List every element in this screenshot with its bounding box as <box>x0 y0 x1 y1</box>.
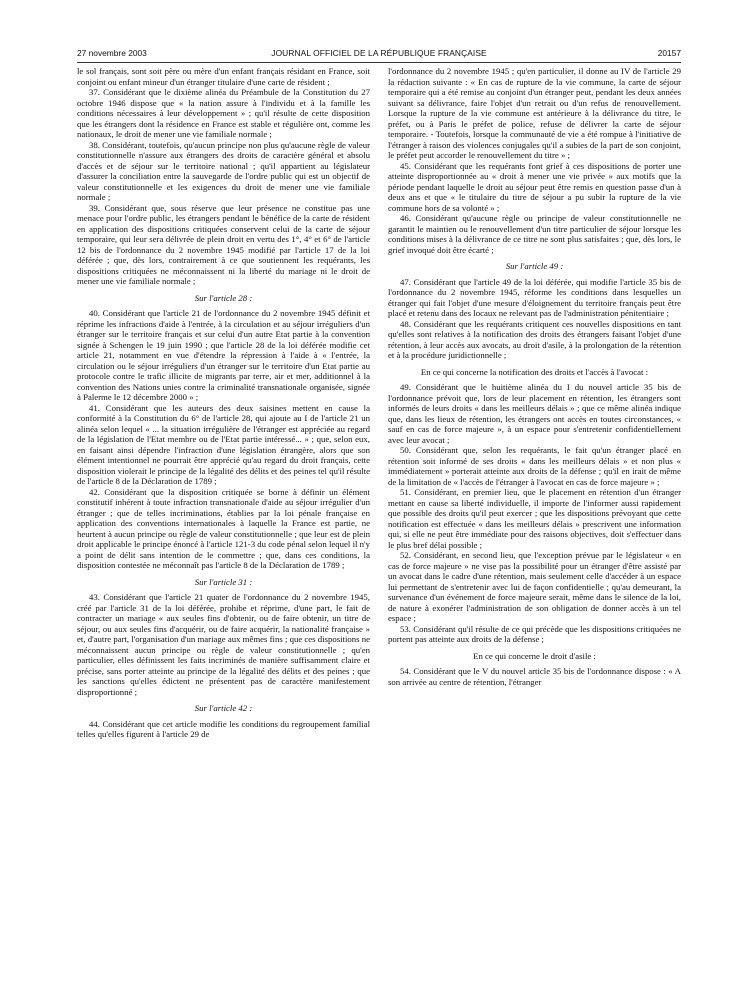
header-page-number: 20157 <box>657 48 681 58</box>
page-header <box>77 48 681 62</box>
header-journal-title: JOURNAL OFFICIEL DE LA RÉPUBLIQUE FRANÇAISE <box>271 48 487 58</box>
paragraph: 43. Considérant que l'article 21 quater de l'ordonnance du 2 novembre 1945, créé par l'article 31 de la loi déférée, prohibe et réprime, d'une part, le fait de contracter un mariage « aux seules fins d'obtenir, ou de faire obtenir, un titre de séjour, ou aux seules fins d'acquérir, ou de faire acquérir, la nationalité française » et, d'autre part, l'organisation d'un mariage aux mêmes fins ; que ces dispositions ne méconnaissent aucun principe ou règle de valeur constitutionnelle ; qu'en particulier, elles définissent les faits incriminés de manière suffisamment claire et précise, sans porter atteinte au principe de la légalité des délits et des peines ; que les sanctions qu'elles édictent ne présentent pas de caractère manifestement disproportionné ; <box>77 592 370 697</box>
paragraph: 39. Considérant que, sous réserve que leur présence ne constitue pas une menace pour l'ordre public, les étrangers pendant le bénéfice de la carte de résident en application des dispositions critiquées conservent celui de la carte de séjour temporaire, qui leur sera délivrée de plein droit en vertu des 1°, 4° et 6° de l'article 12 bis de l'ordonnance du 2 novembre 1945 modifié par l'article 17 de la loi déférée ; que, dès lors, contrairement à ce que soutiennent les requérants, les dispositions critiquées ne méconnaissent ni la liberté du mariage ni le droit de mener une vie familiale normale ; <box>77 202 370 286</box>
subsection-heading: En ce qui concerne le droit d'asile : <box>473 650 596 661</box>
paragraph: 51. Considérant, en premier lieu, que le placement en rétention d'un étranger mettant en cause sa liberté individuelle, il importe de l'informer aussi rapidement que possible des droits qu'il peut exercer ; que les dispositions prévoyant que cette notification est effectuée « dans les meilleurs délais » prescrivent une information qui, si elle ne peut être immédiate pour des raisons objectives, doit s'effectuer dans le plus bref délai possible ; <box>388 487 681 550</box>
paragraph: 52. Considérant, en second lieu, que l'exception prévue par le législateur « en cas de force majeure » ne vise pas la possibilité pour un étranger d'être assisté par un avocat dans le cadre d'une rétention, mais seulement celle d'accéder à un espace lui permettant de s'entretenir avec lui de façon confidentielle ; qu'au demeurant, la survenance d'un événement de force majeure serait, même dans le silence de la loi, de nature à exonérer l'administration de son obligation de donner accès à un tel espace ; <box>388 550 681 623</box>
paragraph: 45. Considérant que les requérants font grief à ces dispositions de porter une atteinte disproportionnée au « droit à mener une vie privée » aux motifs que la période pendant laquelle le droit au séjour peut être remis en question passe d'un à deux ans et que « le titulaire du titre de séjour a pu subir la rupture de la vie commune hors de sa volonté » ; <box>388 160 681 213</box>
paragraph: 53. Considérant qu'il résulte de ce qui précède que les dispositions critiquées ne portent pas atteinte aux droits de la défense ; <box>388 623 681 644</box>
paragraph: 44. Considérant que cet article modifie les conditions du regroupement familial telles qu'elles figurent à l'article 29 de <box>77 718 370 739</box>
header-date: 27 novembre 2003 <box>77 48 147 58</box>
paragraph: 38. Considérant, toutefois, qu'aucun principe non plus qu'aucune règle de valeur constitutionnelle n'assure aux étrangers des droits de caractère général et absolu d'accès et de séjour sur le territoire national ; qu'il appartient au législateur d'assurer la conciliation entre la sauvegarde de l'ordre public qui est un objectif de valeur constitutionnelle et les exigences du droit de mener une vie familiale normale ; <box>77 139 370 202</box>
paragraph: 42. Considérant que la disposition critiquée se borne à définir un élément constitutif inhérent à toute infraction transnationale d'aide au séjour irrégulier d'un étranger ; que de telles incriminations, établies par la loi pénale française en application des conventions internationales à laquelle la France est partie, ne heurtent à aucun principe ou règle de valeur constitutionnelle ; que leur est de plein droit applicable le principe énoncé à l'article 121-3 du code pénal selon lequel il n'y a point de délit sans intention de le commettre ; que, dans ces conditions, la disposition contestée ne méconnaît pas l'article 8 de la Déclaration de 1789 ; <box>77 486 370 570</box>
paragraph-continuation: le sol français, sont soit père ou mère d'un enfant français résidant en France, soit conjoint ou enfant mineur d'un étranger titulaire d'une carte de résident ; <box>77 66 370 87</box>
section-heading: Sur l'article 42 : <box>194 703 253 713</box>
paragraph: 37. Considérant que le dixième alinéa du Préambule de la Constitution du 27 octobre 1946 dispose que « la nation assure à l'individu et à la famille les conditions nécessaires à leur développement » ; qu'il résulte de cette disposition que les étrangers dont la résidence en France est stable et régulière ont, comme les nationaux, le droit de mener une vie familiale normale ; <box>77 87 370 139</box>
right-column <box>388 66 681 966</box>
header-rule <box>77 62 681 63</box>
paragraph: 41. Considérant que les auteurs des deux saisines mettent en cause la conformité à la Constitution du 6° de l'article 28, qui ajoute au I de l'article 21 un alinéa selon lequel « ... la situation irrégulière de l'étranger est appréciée au regard de la législation de l'Etat membre ou de l'Etat partie intéressé... » ; que, selon eux, en faisant ainsi dépendre l'infraction d'une législation étrangère, alors que son élément intentionnel ne pourrait être apprécié qu'au regard du droit français, cette disposition violerait le principe de la légalité des délits et des peines tel qu'il résulte de l'article 8 de la Déclaration de 1789 ; <box>77 402 370 486</box>
section-heading: Sur l'article 31 : <box>194 576 253 587</box>
paragraph: 46. Considérant qu'aucune règle ou principe de valeur constitutionnelle ne garantit le maintien ou le renouvellement d'un titre particulier de séjour lorsque les conditions mises à la délivrance de ce titre ne sont plus satisfaites ; que, dès lors, le grief invoqué doit être écarté ; <box>388 213 681 255</box>
paragraph: 50. Considérant que, selon les requérants, le fait qu'un étranger placé en rétention soit informé de ses droits « dans les meilleurs délais » et non plus « immédiatement » porterait atteinte aux droits de la défense ; qu'il en irait de même de la limitation de « l'accès de l'étranger à l'avocat en cas de force majeure » ; <box>388 445 681 487</box>
paragraph: 40. Considérant que l'article 21 de l'ordonnance du 2 novembre 1945 définit et réprime les infractions d'aide à l'entrée, à la circulation et au séjour irréguliers d'un étranger sur le territoire français et sur celui d'un autre Etat partie à la convention signée à Schengen le 19 juin 1990 ; que l'article 28 de la loi déférée modifie cet article 21, notamment en vue d'étendre la répression à l'aide à « l'entrée, la circulation ou le séjour irréguliers d'un étranger sur le territoire d'un Etat partie au protocole contre le trafic illicite de migrants par terre, air et mer, additionnel à la convention des Nations unies contre la criminalité transnationale organisée, signée à Palerme le 12 décembre 2000 » ; <box>77 308 370 402</box>
section-heading: Sur l'article 28 : <box>194 292 253 303</box>
paragraph-continuation: l'ordonnance du 2 novembre 1945 ; qu'en particulier, il donne au IV de l'article 29 la rédaction suivante : « En cas de rupture de la vie commune, la carte de séjour temporaire qui a été remise au conjoint d'un étranger peut, pendant les deux années suivant sa délivrance, faire l'objet d'un retrait ou d'un refus de renouvellement. Lorsque la rupture de la vie commune est antérieure à la délivrance du titre, le préfet, ou à Paris le préfet de police, refuse de délivrer la carte de séjour temporaire. - Toutefois, lorsque la communauté de vie a été rompue à l'initiative de l'étranger à raison des violences conjugales qu'il a subies de la part de son conjoint, le préfet peut accorder le renouvellement du titre » ; <box>388 66 681 160</box>
paragraph: 48. Considérant que les requérants critiquent ces nouvelles dispositions en tant qu'elles sont relatives à la notification des droits des étrangers faisant l'objet d'une rétention, à leur accès aux avocats, au droit d'asile, à la prolongation de la rétention et à la procédure juridictionnelle ; <box>388 318 681 360</box>
left-column <box>77 66 370 966</box>
paragraph: 54. Considérant que le V du nouvel article 35 bis de l'ordonnance dispose : « A son arrivée au centre de rétention, l'étranger <box>388 666 681 687</box>
paragraph: 49. Considérant que le huitième alinéa du I du nouvel article 35 bis de l'ordonnance prévoit que, lors de leur placement en rétention, les étrangers sont informés de leurs droits « dans les meilleurs délais » ; que ce même alinéa indique que, dans les lieux de rétention, les étrangers ont accès en toutes circonstances, « sauf en cas de force majeure », à un espace pour s'entretenir confidentiellement avec leur avocat ; <box>388 382 681 445</box>
paragraph: 47. Considérant que l'article 49 de la loi déférée, qui modifie l'article 35 bis de l'ordonnance du 2 novembre 1945, réforme les conditions dans lesquelles un étranger qui fait l'objet d'une mesure d'éloignement du territoire français peut être placé et retenu dans des locaux ne relevant pas de l'administration pénitentiaire ; <box>388 276 681 318</box>
section-heading: Sur l'article 49 : <box>505 261 564 271</box>
subsection-heading: En ce qui concerne la notification des droits et l'accès à l'avocat : <box>420 366 649 377</box>
